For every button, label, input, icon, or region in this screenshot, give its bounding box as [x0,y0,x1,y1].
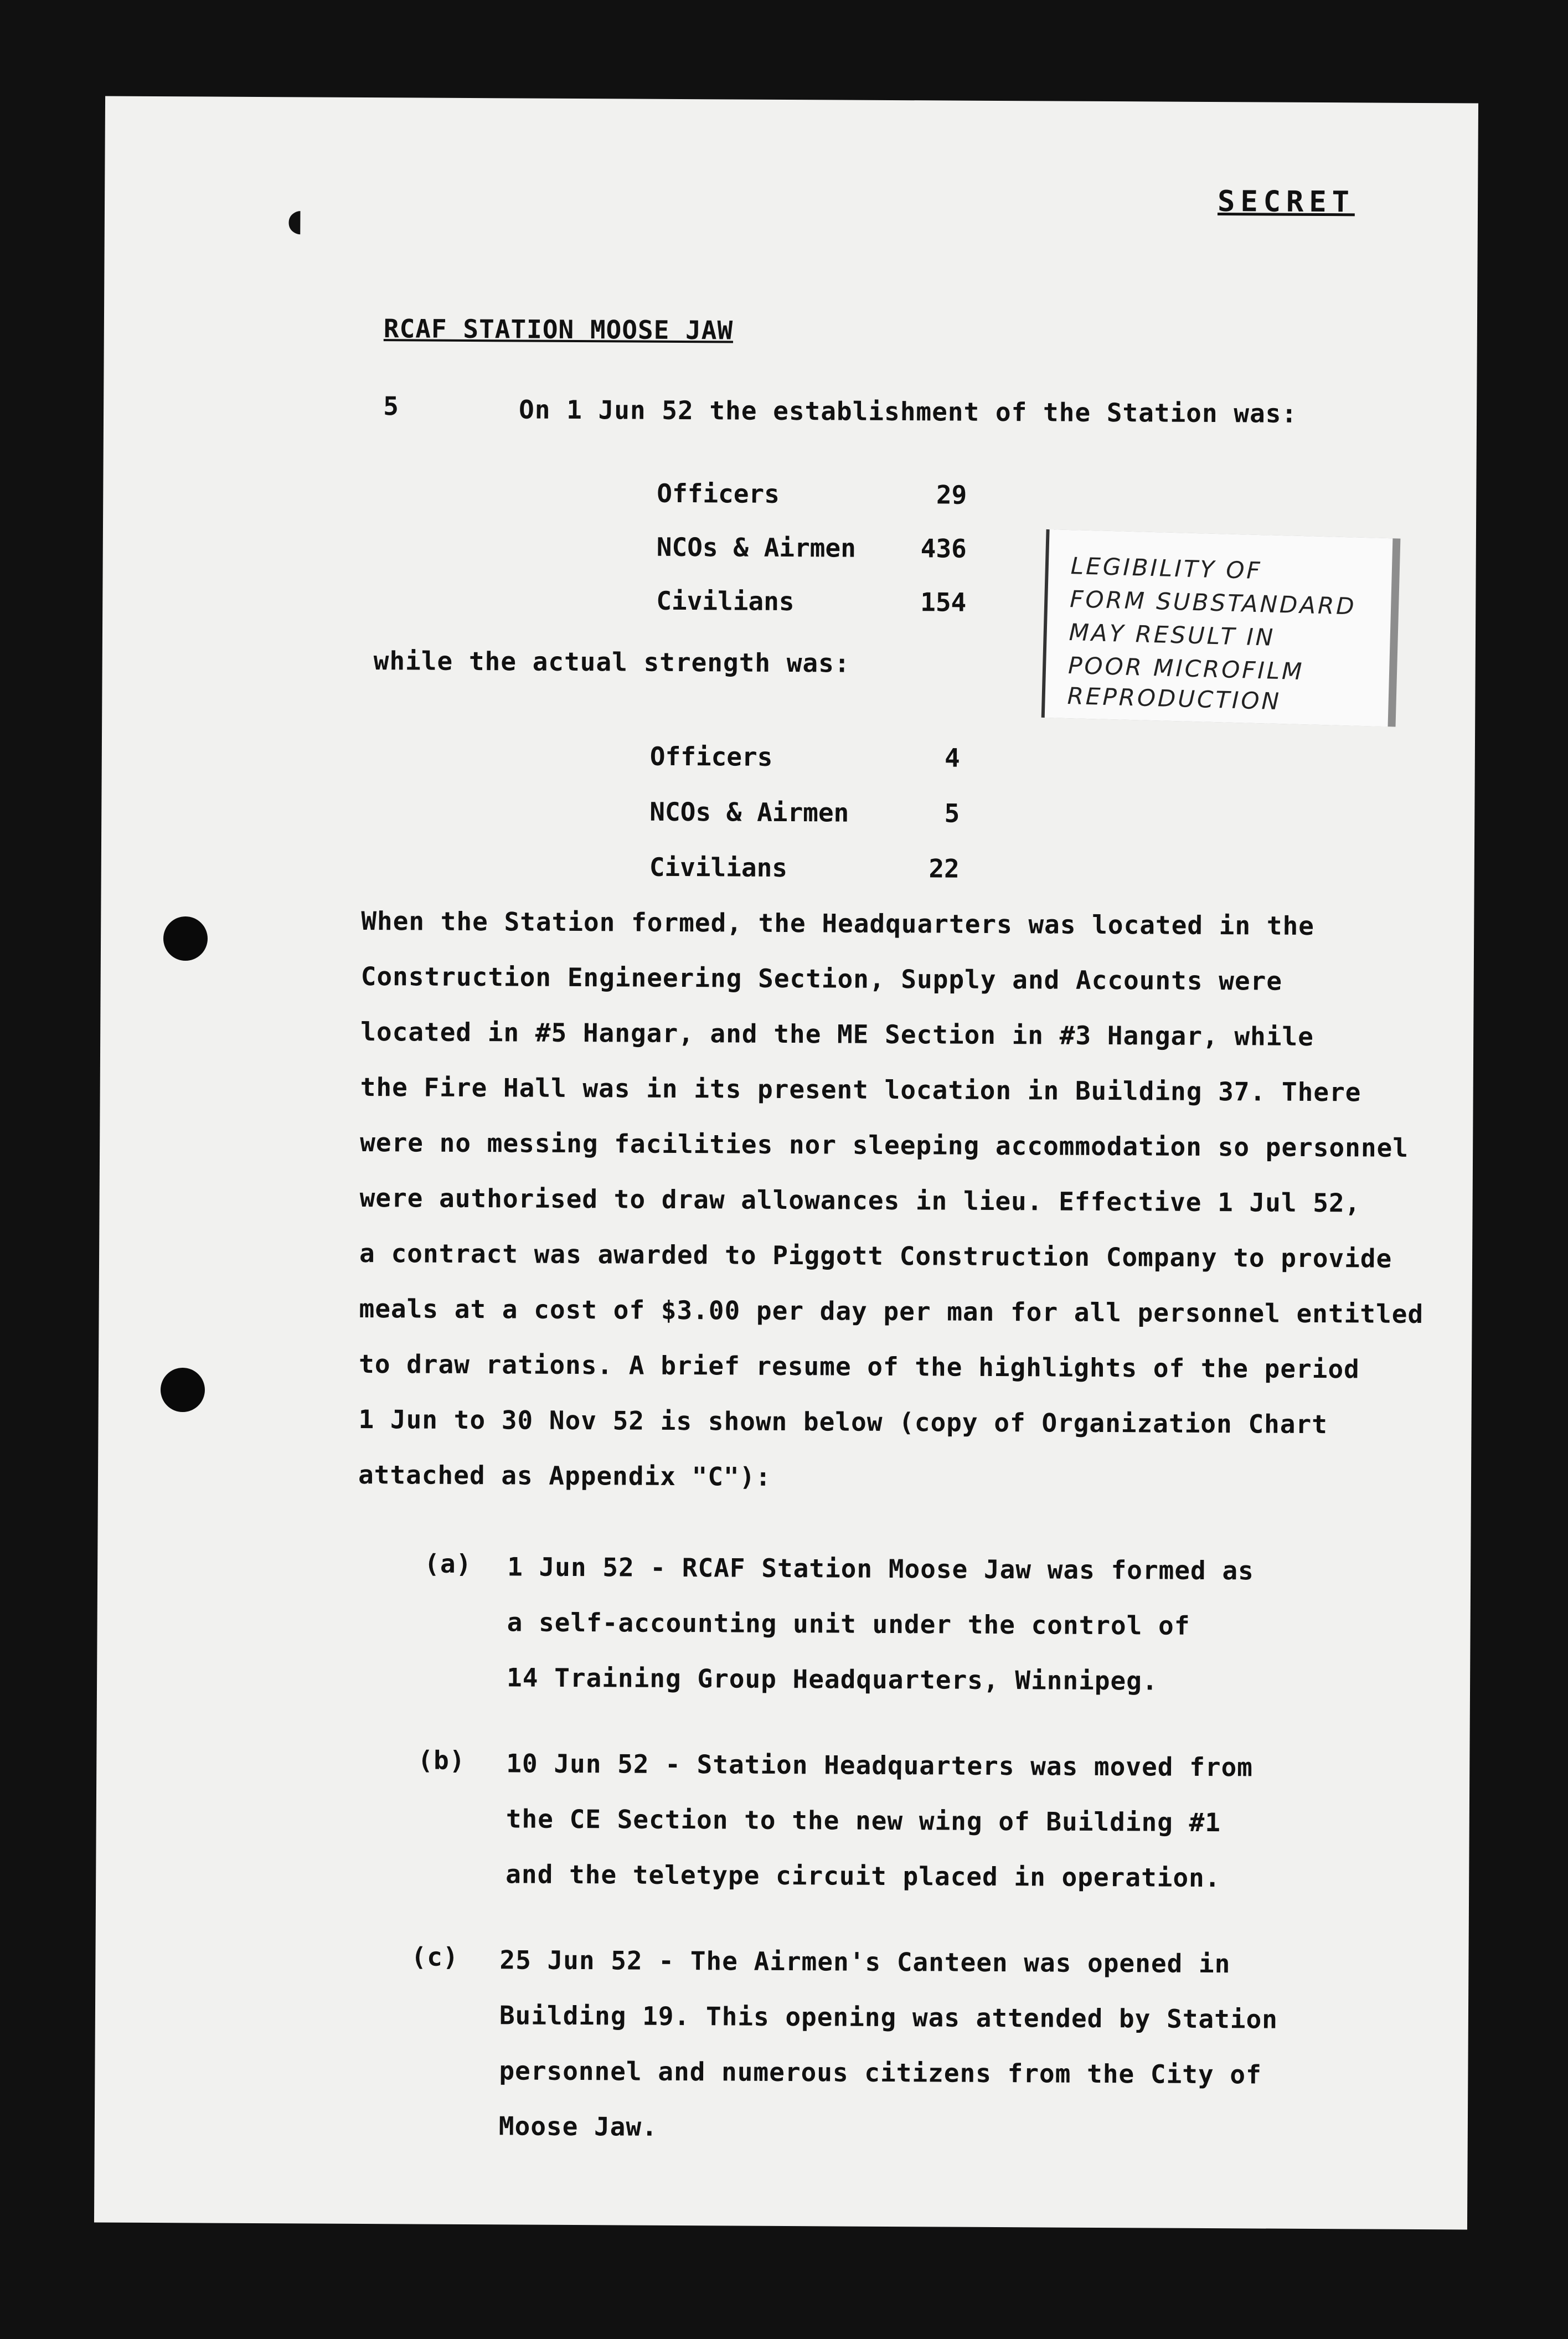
body-text-line: 1 Jun to 30 Nov 52 is shown below (copy of Organization Chart [358,1404,1328,1440]
punch-hole [161,1368,205,1412]
row-label: NCOs & Airmen [649,796,849,828]
lead-sentence: On 1 Jun 52 the establishment of the Station was: [518,394,1298,429]
note-line: REPRODUCTION [1067,682,1282,715]
item-line: the CE Section to the new wing of Building #1 [506,1804,1221,1838]
actual-strength-sentence: while the actual strength was: [373,646,850,678]
item-line: a self-accounting unit under the control of [507,1607,1190,1641]
row-value: 436 [920,533,967,564]
note-line: FORM SUBSTANDARD [1069,585,1357,620]
body-text-line: were authorised to draw allowances in lieu. Effective 1 Jul 52, [359,1182,1361,1218]
corner-mark: ◖ [282,197,307,243]
item-line: 25 Jun 52 - The Airmen's Canteen was opened in [499,1945,1231,1979]
item-label: (c) [411,1941,459,1972]
body-text-line: attached as Appendix "C"): [358,1459,772,1492]
body-text-line: to draw rations. A brief resume of the highlights of the period [358,1348,1360,1384]
row-value: 22 [929,853,960,884]
item-line: 14 Training Group Headquarters, Winnipeg. [506,1662,1158,1696]
row-value: 5 [944,798,960,828]
note-line: LEGIBILITY OF [1070,552,1263,585]
row-label: Civilians [656,585,795,617]
row-label: Officers [657,478,780,509]
item-line: and the teletype circuit placed in operation. [506,1859,1221,1893]
body-text-line: the Fire Hall was in its present location in Building 37. There [360,1071,1361,1107]
row-label: Civilians [649,852,788,883]
punch-hole [163,916,208,961]
item-line: Moose Jaw. [498,2111,658,2142]
body-text-line: located in #5 Hangar, and the ME Section in #3 Hangar, while [360,1016,1314,1052]
document-heading: RCAF STATION MOOSE JAW [383,313,734,346]
body-text-line: were no messing facilities nor sleeping accommodation so personnel [360,1127,1409,1163]
row-value: 29 [936,480,967,510]
body-text-line: meals at a cost of $3.00 per day per man for all personnel entitled [359,1293,1424,1330]
document-page [94,96,1478,2230]
row-label: NCOs & Airmen [656,532,856,563]
row-label: Officers [649,741,773,772]
row-value: 154 [920,587,967,617]
legibility-sticky-note [1041,529,1393,727]
item-line: Building 19. This opening was attended by Station [499,2000,1278,2034]
paragraph-number: 5 [383,391,399,421]
item-label: (a) [424,1548,472,1579]
classification-marking: SECRET [1217,185,1355,219]
body-text-line: a contract was awarded to Piggott Construction Company to provide [359,1238,1392,1274]
item-line: 1 Jun 52 - RCAF Station Moose Jaw was formed as [507,1552,1254,1586]
note-line: POOR MICROFILM [1067,652,1305,686]
row-value: 4 [944,743,960,773]
item-line: 10 Jun 52 - Station Headquarters was moved from [506,1748,1254,1782]
item-line: personnel and numerous citizens from the City of [499,2055,1262,2090]
note-line: MAY RESULT IN [1069,619,1276,651]
body-text-line: When the Station formed, the Headquarters was located in the [361,905,1315,941]
body-text-line: Construction Engineering Section, Supply and Accounts were [360,961,1283,996]
item-label: (b) [417,1745,466,1775]
